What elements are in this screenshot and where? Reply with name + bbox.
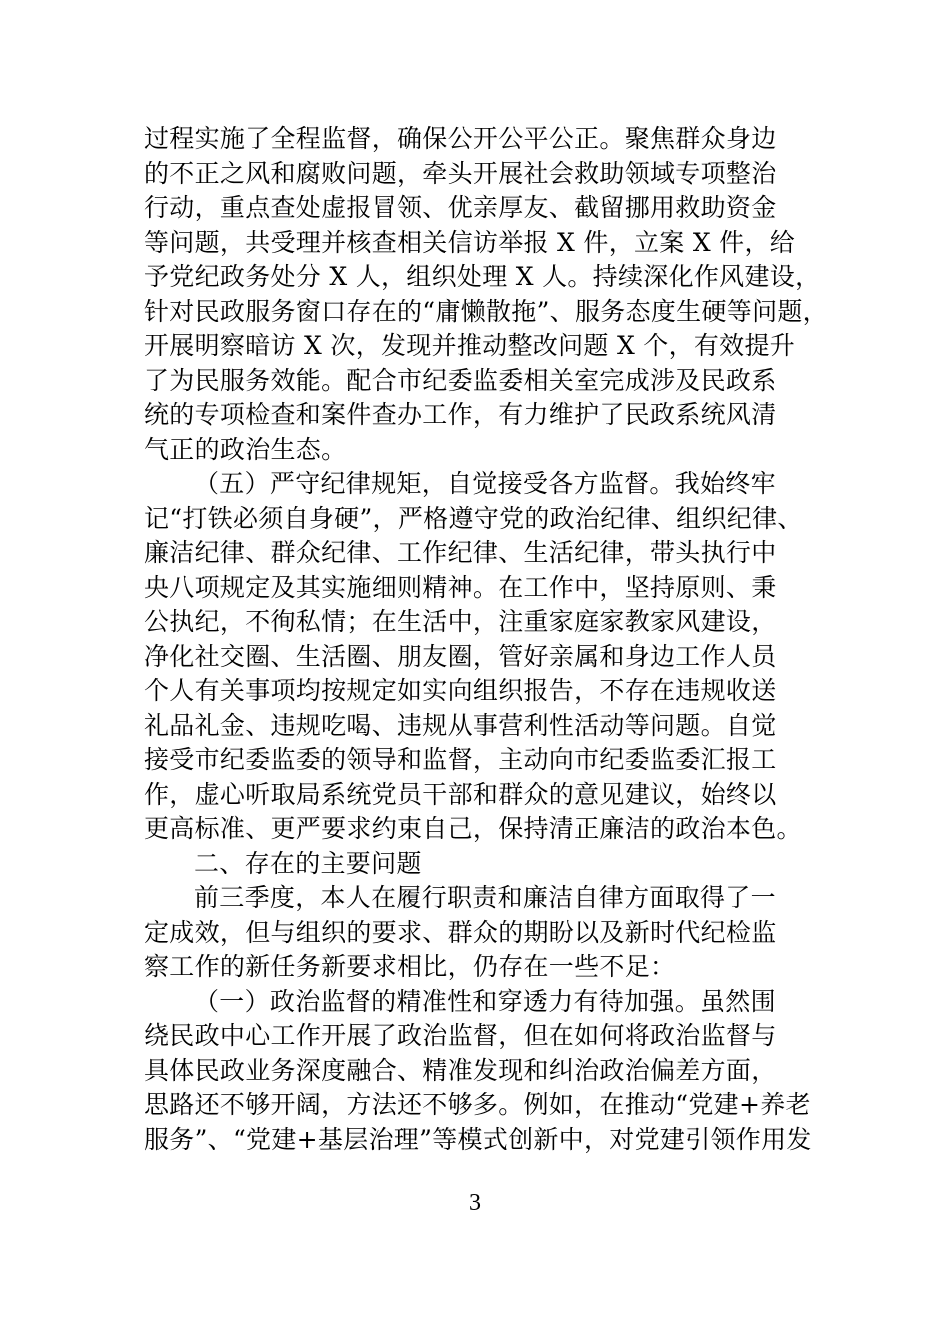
text-line: 记“打铁必须自身硬”，严格遵守党的政治纪律、组织纪律、 [144,503,803,533]
text-line: 行动，重点查处虚报冒领、优亲厚友、截留挪用救助资金 [144,193,777,222]
text-line: 统的专项检查和案件查办工作，有力维护了民政系统风清 [144,400,777,429]
text-line: 绕民政中心工作开展了政治监督，但在如何将政治监督与 [144,1021,777,1050]
section-heading: 二、存在的主要问题 [194,848,422,878]
text-line: 接受市纪委监委的领导和监督，主动向市纪委监委汇报工 [144,745,777,774]
paragraph-start-line: 前三季度，本人在履行职责和廉洁自律方面取得了一 [194,883,776,912]
text-line: 礼品礼金、违规吃喝、违规从事营利性活动等问题。自觉 [144,710,777,740]
text-line: 廉洁纪律、群众纪律、工作纪律、生活纪律，带头执行中 [144,538,777,567]
text-line: 予党纪政务处分 X 人，组织处理 X 人。持续深化作风建设， [144,262,821,291]
text-line: 作，虚心听取局系统党员干部和群众的意见建议，始终以 [144,779,777,809]
text-line: 定成效，但与组织的要求、群众的期盼以及新时代纪检监 [144,917,777,947]
text-line: 具体民政业务深度融合、精准发现和纠治政治偏差方面， [144,1055,777,1085]
text-line: 等问题，共受理并核查相关信访举报 X 件，立案 X 件，给 [144,227,796,257]
text-line: 针对民政服务窗口存在的“庸懒散拖”、服务态度生硬等问题， [144,296,828,326]
text-line: 净化社交圈、生活圈、朋友圈，管好亲属和身边工作人员 [144,641,777,671]
paragraph-start-line: （一）政治监督的精准性和穿透力有待加强。虽然围 [194,986,776,1016]
page-number: 3 [469,1190,481,1216]
paragraph-start-line: （五）严守纪律规矩，自觉接受各方监督。我始终牢 [194,469,776,498]
text-line: 思路还不够开阔，方法还不够多。例如，在推动“党建+养老 [144,1090,811,1119]
text-line: 了为民服务效能。配合市纪委监委相关室完成涉及民政系 [144,365,777,395]
text-line: 的不正之风和腐败问题，牵头开展社会救助领域专项整治 [144,158,777,188]
text-line: 公执纪，不徇私情；在生活中，注重家庭家教家风建设， [144,607,777,636]
text-line: 央八项规定及其实施细则精神。在工作中，坚持原则、秉 [144,572,777,602]
text-line: 过程实施了全程监督，确保公开公平公正。聚焦群众身边 [144,124,777,153]
text-line: 更高标准、更严要求约束自己，保持清正廉洁的政治本色。 [144,814,802,843]
text-line: 察工作的新任务新要求相比，仍存在一些不足： [144,952,676,981]
text-line: 服务”、“党建+基层治理”等模式创新中，对党建引领作用发 [144,1124,812,1154]
text-line: 气正的政治生态。 [144,434,347,464]
body-text [144,122,834,1157]
text-line: 个人有关事项均按规定如实向组织报告，不存在违规收送 [144,676,777,705]
text-line: 开展明察暗访 X 次，发现并推动整改问题 X 个，有效提升 [144,331,796,360]
